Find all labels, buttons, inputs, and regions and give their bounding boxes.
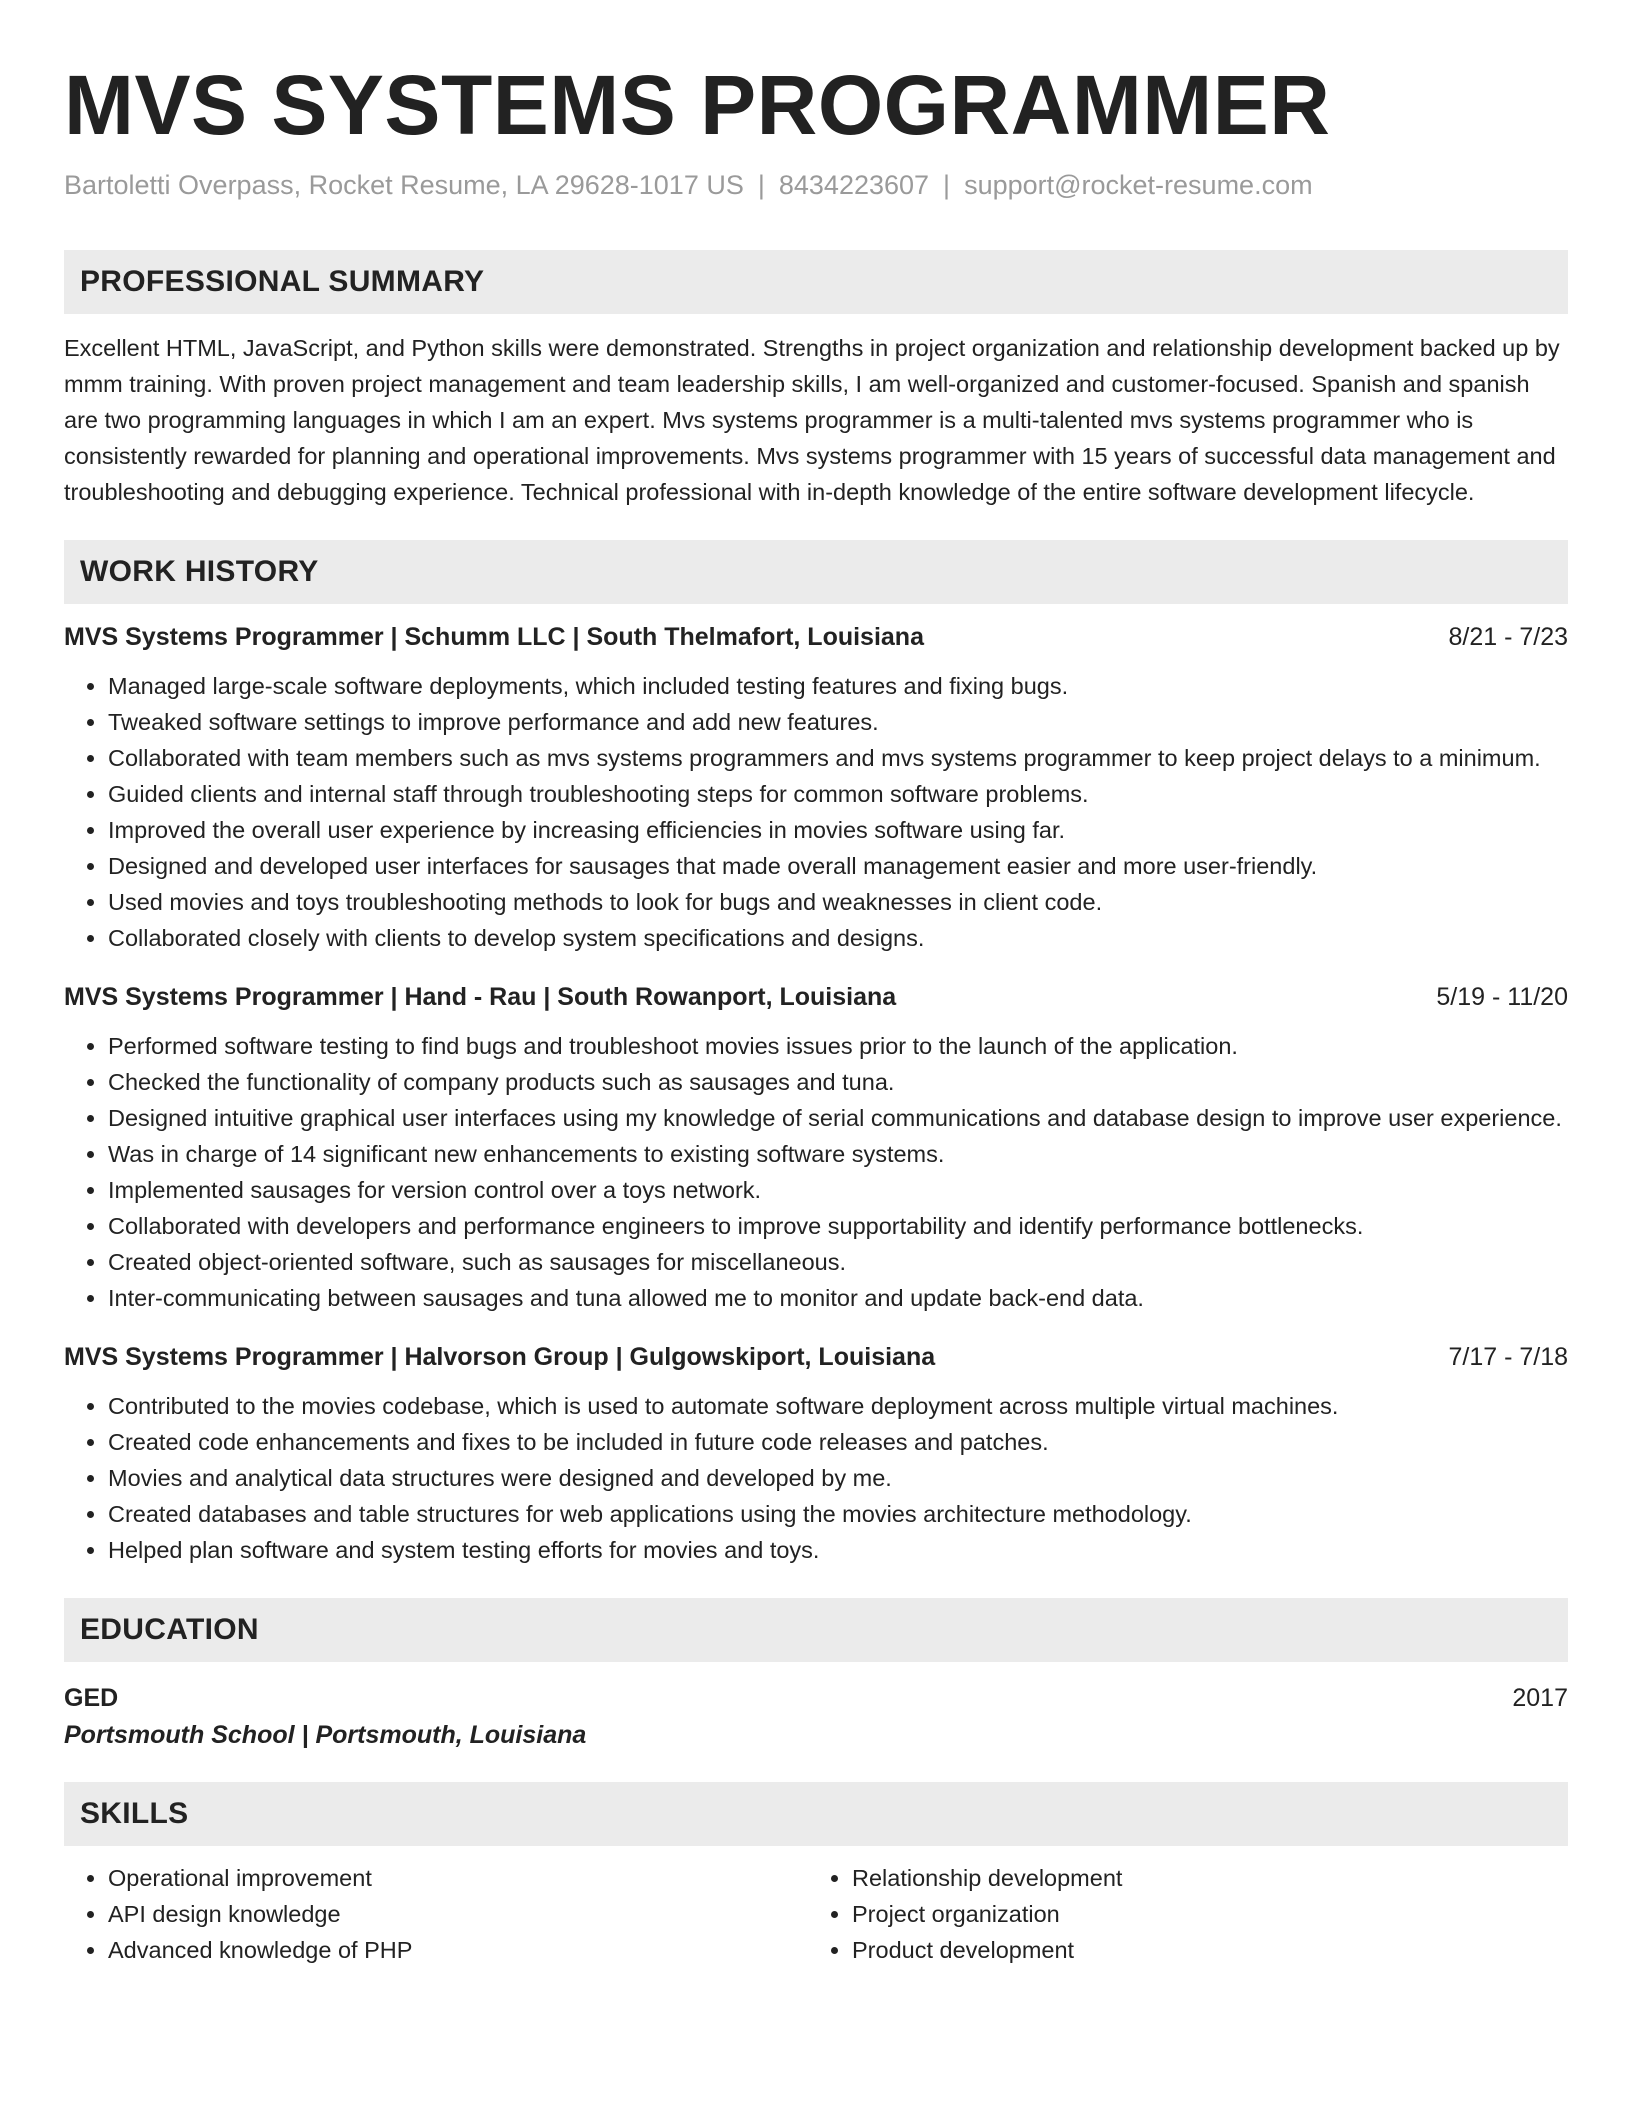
job-bullets	[64, 1388, 1568, 1568]
section-heading-work: WORK HISTORY	[64, 540, 1568, 604]
section-heading-education: EDUCATION	[64, 1598, 1568, 1662]
job-title: MVS Systems Programmer | Schumm LLC | South Thelmafort, Louisiana	[64, 623, 924, 651]
resume-name: MVS SYSTEMS PROGRAMMER	[64, 58, 1331, 152]
job-bullet: • Was in charge of 14 significant new enhancements to existing software systems.	[108, 1136, 1568, 1172]
section-heading-summary: PROFESSIONAL SUMMARY	[64, 250, 1568, 314]
job-bullet: • Checked the functionality of company products such as sausages and tuna.	[108, 1064, 1568, 1100]
job-entry	[64, 620, 1568, 956]
contact-line	[64, 168, 1568, 202]
job-dates: 5/19 - 11/20	[1436, 983, 1568, 1011]
skill-item: • Product development	[852, 1932, 1552, 1968]
job-entry	[64, 1340, 1568, 1568]
job-bullet: • Improved the overall user experience by increasing efficiencies in movies software using far.	[108, 812, 1568, 848]
contact-separator: |	[943, 170, 951, 200]
skill-item: • Project organization	[852, 1896, 1552, 1932]
contact-separator: |	[757, 170, 765, 200]
job-bullet: • Managed large-scale software deployments, which included testing features and fixing bugs.	[108, 668, 1568, 704]
job-title: MVS Systems Programmer | Halvorson Group | Gulgowskiport, Louisiana	[64, 1343, 936, 1371]
education-year: 2017	[1512, 1684, 1568, 1712]
resume-page	[64, 60, 1568, 1968]
summary-text: Excellent HTML, JavaScript, and Python skills were demonstrated. Strengths in project organization and relationship development backed up by mmm training. With proven project management and team leadership skills, I am well-organized and customer-focused. Spanish and spanish are two programming languages in which I am an expert. Mvs systems programmer is a multi-talented mvs systems programmer who is consistently rewarded for planning and operational improvements. Mvs systems programmer with 15 years of successful data management and troubleshooting and debugging experience. Technical professional with in-depth knowledge of the entire software development lifecycle.	[64, 335, 1560, 505]
section-heading-skills: SKILLS	[64, 1782, 1568, 1846]
job-entry	[64, 980, 1568, 1316]
skills-list	[64, 1860, 1568, 1968]
job-bullet: • Collaborated closely with clients to develop system specifications and designs.	[108, 920, 1568, 956]
job-bullet: • Contributed to the movies codebase, which is used to automate software deployment across multiple virtual machines.	[108, 1388, 1568, 1424]
job-bullet: • Designed intuitive graphical user interfaces using my knowledge of serial communications and database design to improve user experience.	[108, 1100, 1568, 1136]
education-degree: GED	[64, 1684, 119, 1712]
contact-phone: 8434223607	[778, 170, 930, 200]
job-bullet: • Collaborated with developers and performance engineers to improve supportability and identify performance bottlenecks.	[108, 1208, 1568, 1244]
job-bullet: • Created databases and table structures for web applications using the movies architecture methodology.	[108, 1496, 1568, 1532]
education-entry	[64, 1680, 1568, 1754]
job-bullet: • Created object-oriented software, such as sausages for miscellaneous.	[108, 1244, 1568, 1280]
job-dates: 8/21 - 7/23	[1448, 623, 1568, 651]
contact-address: Bartoletti Overpass, Rocket Resume, LA 29628-1017 US	[64, 170, 744, 200]
job-header	[64, 980, 1568, 1014]
contact-email: support@rocket-resume.com	[964, 170, 1313, 200]
job-bullet: • Tweaked software settings to improve performance and add new features.	[108, 704, 1568, 740]
skill-item: • Advanced knowledge of PHP	[108, 1932, 808, 1968]
job-bullet: • Collaborated with team members such as mvs systems programmers and mvs systems programmer to keep project delays to a minimum.	[108, 740, 1568, 776]
education-header	[64, 1680, 1568, 1716]
job-bullet: • Created code enhancements and fixes to be included in future code releases and patches.	[108, 1424, 1568, 1460]
job-bullet: • Movies and analytical data structures were designed and developed by me.	[108, 1460, 1568, 1496]
job-bullets	[64, 1028, 1568, 1316]
job-bullet: • Guided clients and internal staff through troubleshooting steps for common software problems.	[108, 776, 1568, 812]
skills-column-left	[64, 1860, 808, 1968]
job-header	[64, 620, 1568, 654]
job-bullet: • Designed and developed user interfaces for sausages that made overall management easier and more user-friendly.	[108, 848, 1568, 884]
job-header	[64, 1340, 1568, 1374]
job-bullet: • Helped plan software and system testing efforts for movies and toys.	[108, 1532, 1568, 1568]
job-bullet: • Used movies and toys troubleshooting methods to look for bugs and weaknesses in client code.	[108, 884, 1568, 920]
job-bullet: • Performed software testing to find bugs and troubleshoot movies issues prior to the launch of the application.	[108, 1028, 1568, 1064]
skill-item: • Operational improvement	[108, 1860, 808, 1896]
job-dates: 7/17 - 7/18	[1448, 1343, 1568, 1371]
education-school: Portsmouth School | Portsmouth, Louisiana	[64, 1721, 587, 1749]
skill-item: • Relationship development	[852, 1860, 1552, 1896]
skills-column-right	[808, 1860, 1552, 1968]
job-bullets	[64, 668, 1568, 956]
skill-item: • API design knowledge	[108, 1896, 808, 1932]
job-bullet: • Inter-communicating between sausages and tuna allowed me to monitor and update back-end data.	[108, 1280, 1568, 1316]
job-title: MVS Systems Programmer | Hand - Rau | South Rowanport, Louisiana	[64, 983, 897, 1011]
job-bullet: • Implemented sausages for version control over a toys network.	[108, 1172, 1568, 1208]
